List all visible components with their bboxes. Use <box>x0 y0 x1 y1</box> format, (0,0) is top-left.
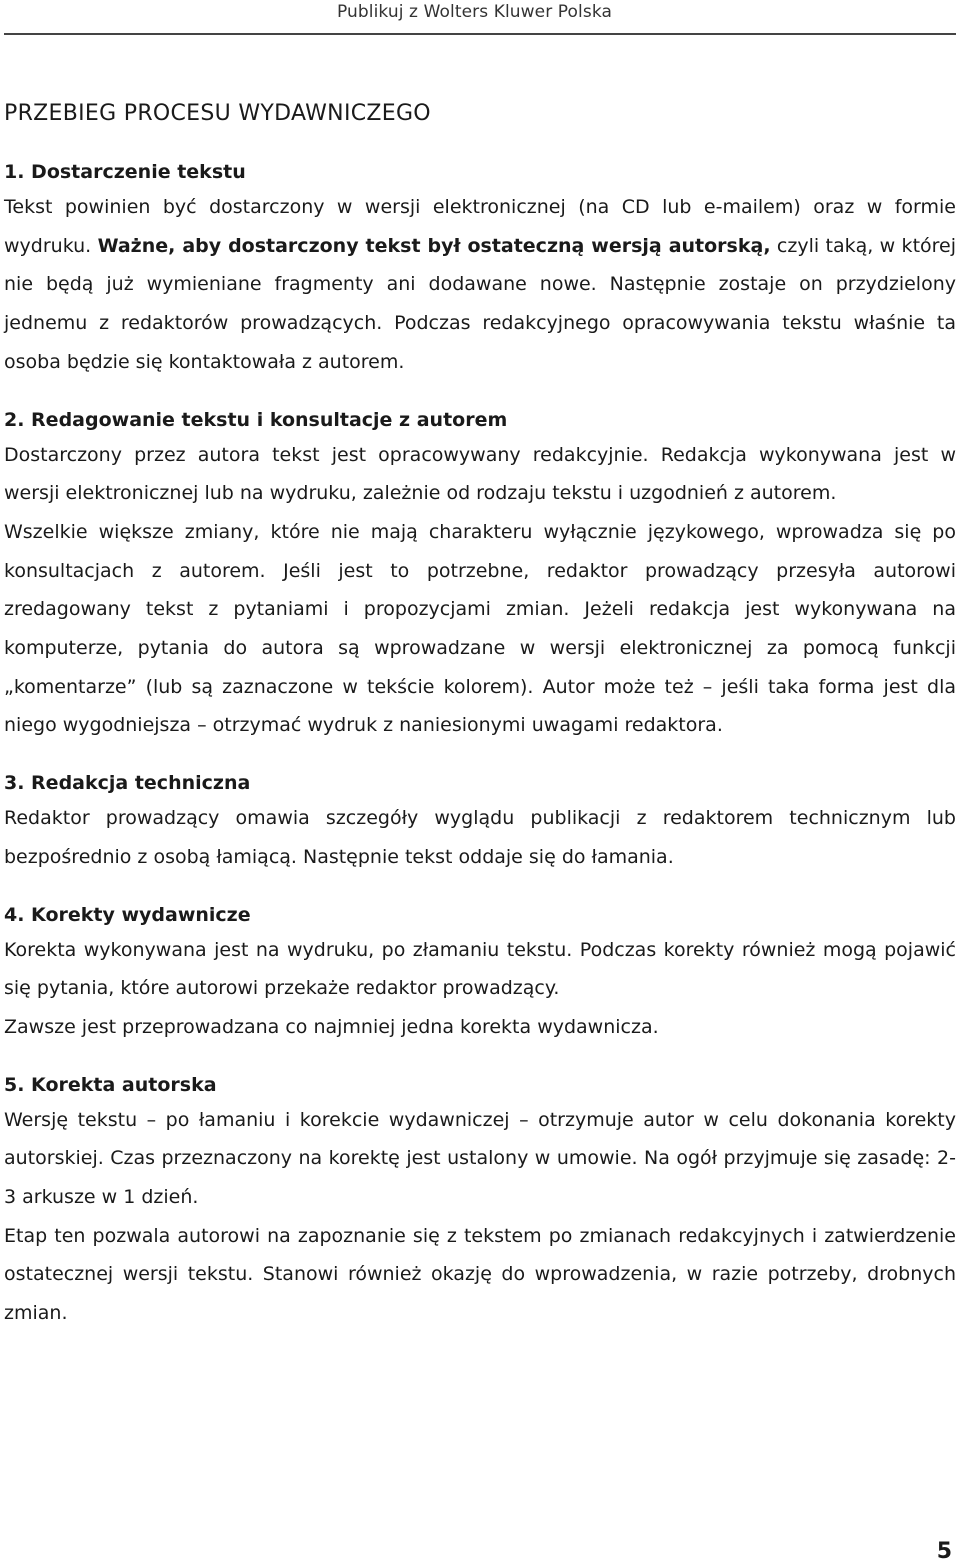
paragraph: Zawsze jest przeprowadzana co najmniej jedna korekta wydawnicza. <box>4 1015 659 1038</box>
paragraph: Wersję tekstu – po łamaniu i korekcie wydawniczej – otrzymuje autor w celu dokonania korekty autorskiej. Czas przeznaczony na korektę jest ustalony w umowie. Na ogół przyjmuje się zasadę: 2-3 arkusze w 1 dzień. <box>4 1108 956 1209</box>
running-header: Publikuj z Wolters Kluwer Polska <box>336 2 612 22</box>
paragraph <box>4 188 956 382</box>
section-heading: 4. Korekty wydawnicze <box>4 903 251 926</box>
section-heading: 1. Dostarczenie tekstu <box>4 161 246 183</box>
paragraph: Etap ten pozwala autorowi na zapoznanie się z tekstem po zmianach redakcyjnych i zatwierdzenie ostatecznej wersji tekstu. Stanowi również okazję do wprowadzenia, w razie potrzeby, drobnych zmian. <box>4 1224 956 1325</box>
paragraph: Korekta wykonywana jest na wydruku, po złamaniu tekstu. Podczas korekty również mogą pojawić się pytania, które autorowi przekaże redaktor prowadzący. <box>4 938 956 1000</box>
paragraph: Dostarczony przez autora tekst jest opracowywany redakcyjnie. Redakcja wykonywana jest w wersji elektronicznej lub na wydruku, zależnie od rodzaju tekstu i uzgodnień z autorem. <box>4 443 956 505</box>
paragraph-text: czyli taką, w której nie będą już wymieniane fragmenty ani dodawane nowe. Następnie zostaje on przydzielony jednemu z redaktorów prowadzących. Podczas redakcyjnego opracowywania tekstu właśnie ta osoba będzie się kontaktowała z autorem. <box>4 234 957 373</box>
section-4 <box>4 899 956 1047</box>
section-3 <box>4 767 956 876</box>
section-5 <box>4 1069 956 1333</box>
paragraph-text: Tekst powinien być dostarczony w wersji elektronicznej (na CD lub e-mailem) oraz w formie wydruku. <box>4 196 956 257</box>
document-title: PRZEBIEG PROCESU WYDAWNICZEGO <box>4 101 431 126</box>
section-heading: 5. Korekta autorska <box>4 1073 217 1096</box>
document-body <box>4 96 956 1333</box>
paragraph: Redaktor prowadzący omawia szczegóły wyglądu publikacji z redaktorem technicznym lub bezpośrednio z osobą łamiącą. Następnie tekst oddaje się do łamania. <box>4 807 956 868</box>
section-2 <box>4 404 956 746</box>
section-heading: 2. Redagowanie tekstu i konsultacje z autorem <box>4 408 508 431</box>
header-rule <box>4 33 956 35</box>
paragraph: Wszelkie większe zmiany, które nie mają charakteru wyłącznie językowego, wprowadza się po konsultacjach z autorem. Jeśli jest to potrzebne, redaktor prowadzący przesyła autorowi zredagowany tekst z pytaniami i propozycjami zmian. Jeżeli redakcja jest wykonywana na komputerze, pytania do autora są wprowadzane w wersji elektronicznej za pomocą funkcji „komentarze” (lub są zaznaczone w tekście kolorem). Autor może też – jeśli taka forma jest dla niego wygodniejsza – otrzymać wydruk z naniesionymi uwagami redaktora. <box>4 520 956 737</box>
page-number: 5 <box>936 1539 952 1564</box>
emphasized-text: Ważne, aby dostarczony tekst był ostateczną wersją autorską, <box>97 234 771 257</box>
section-1 <box>4 156 956 382</box>
section-heading: 3. Redakcja techniczna <box>4 772 251 795</box>
